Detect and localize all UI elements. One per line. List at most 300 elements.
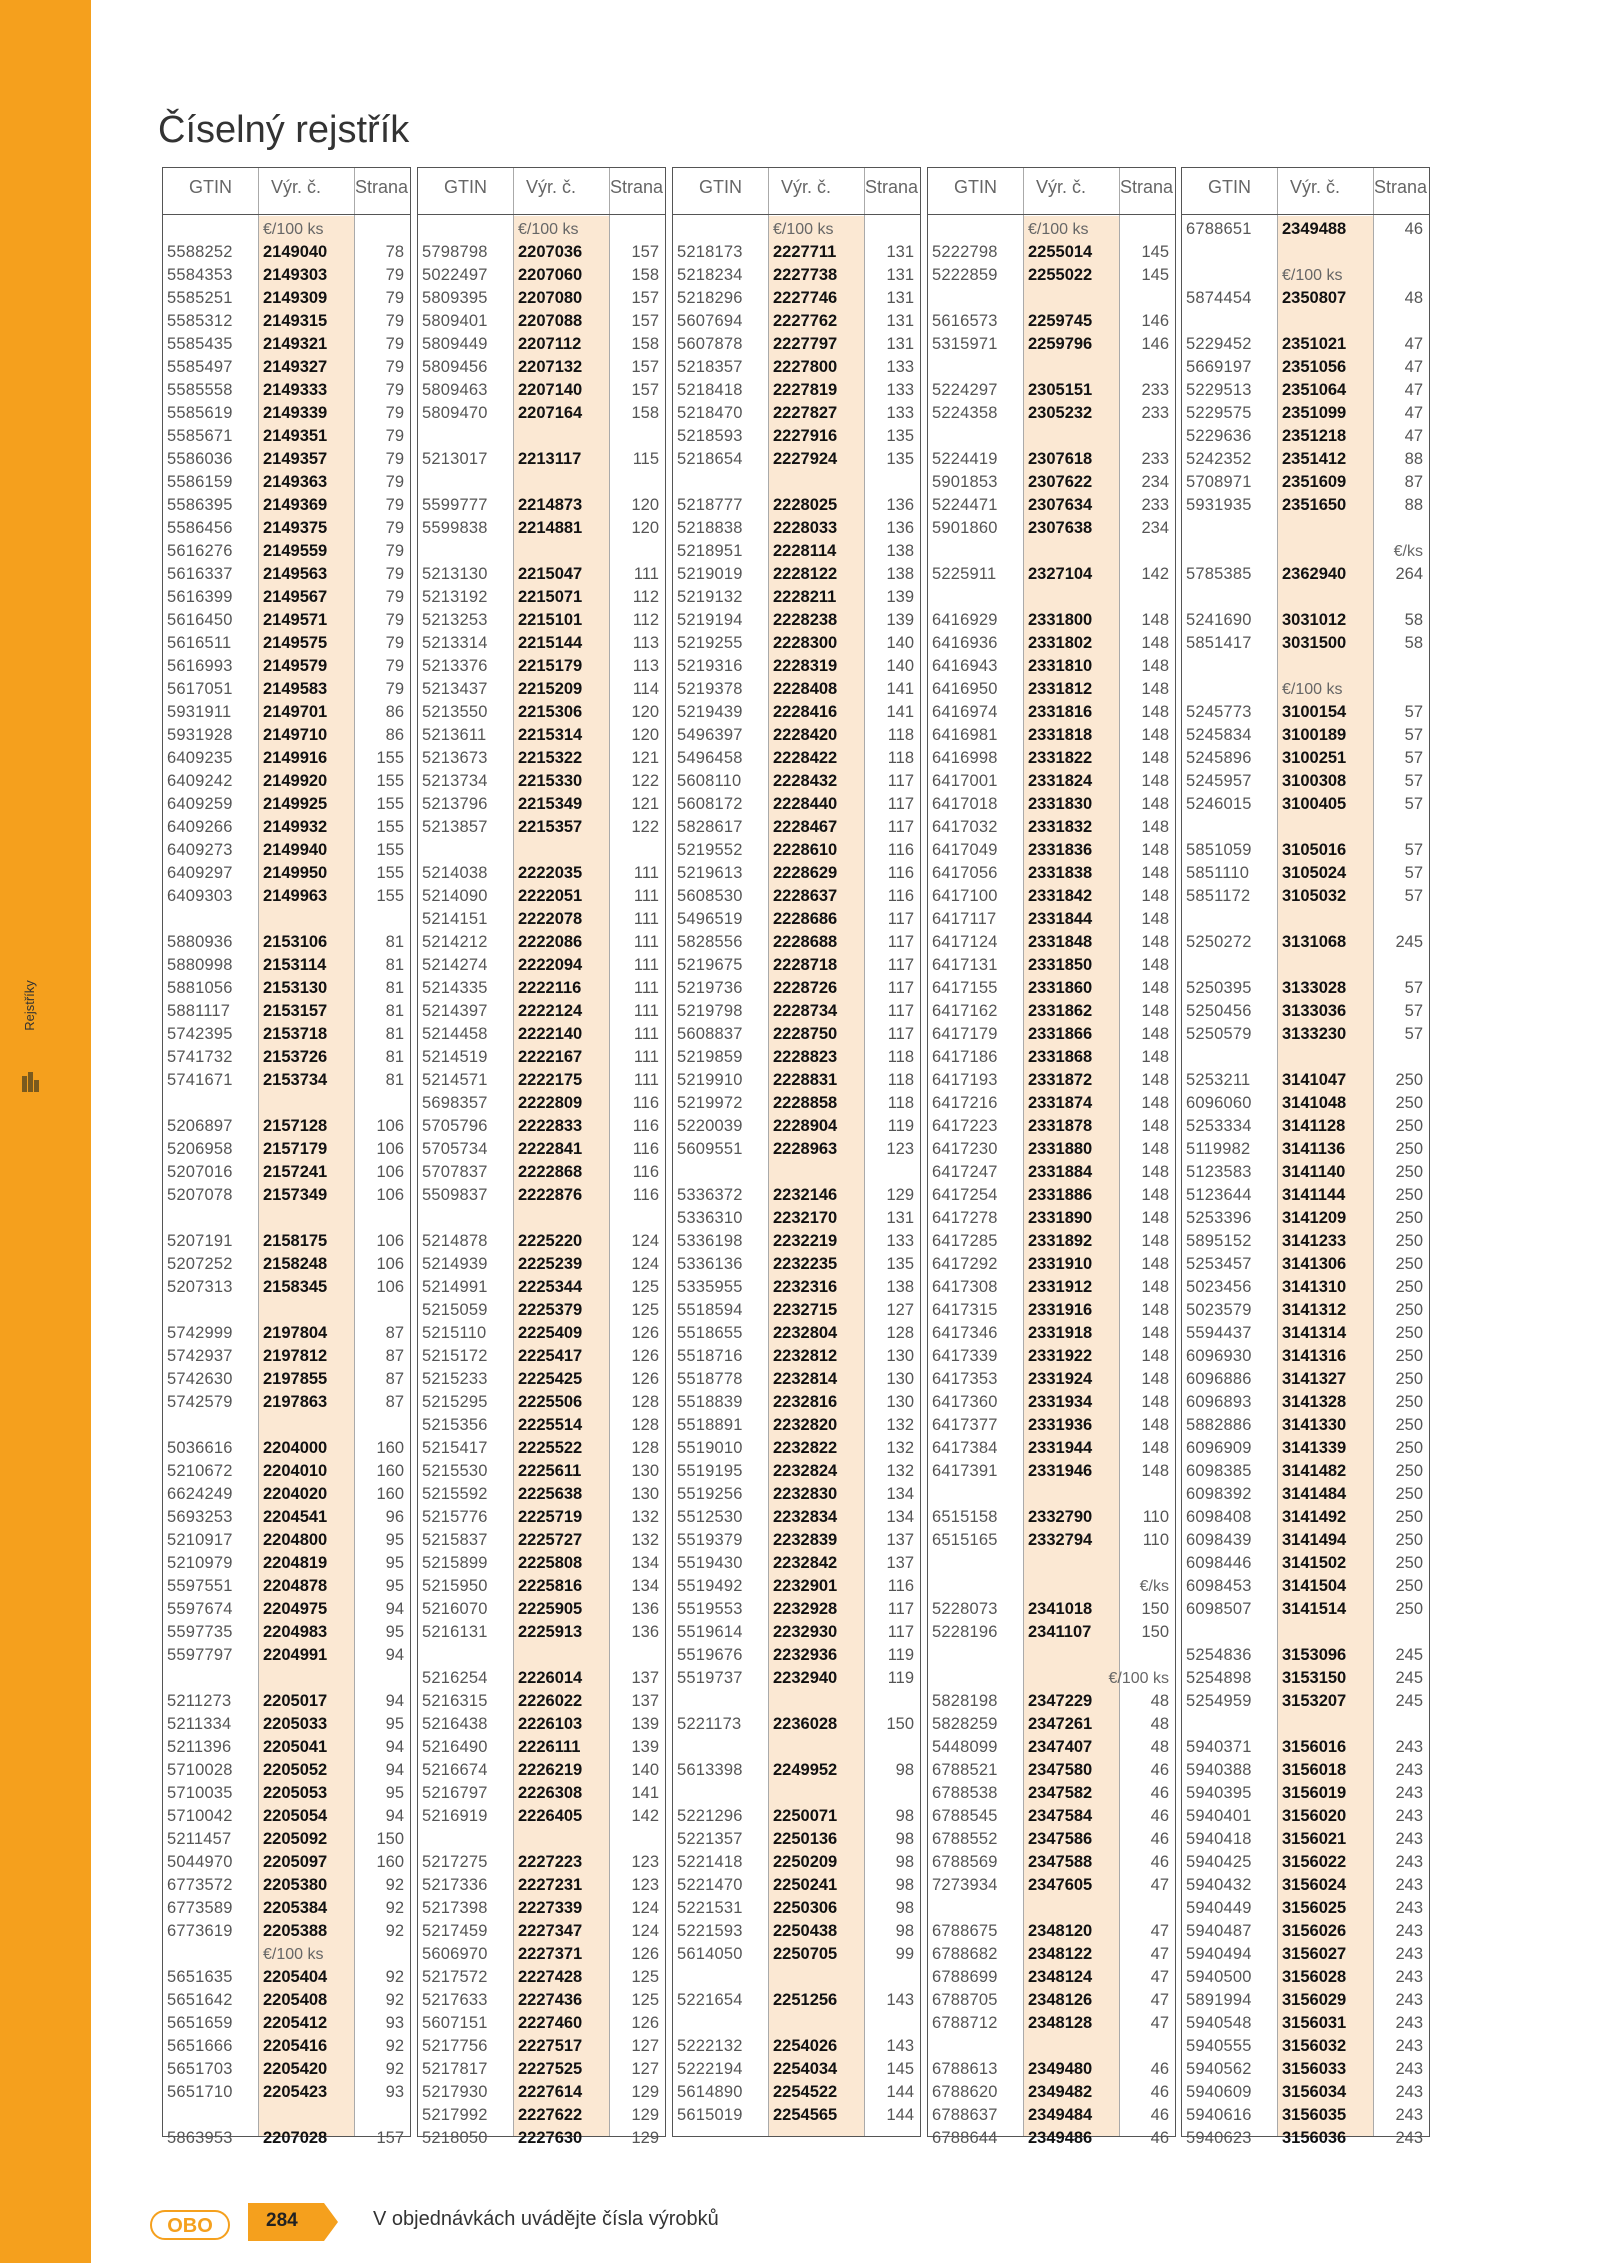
gtin-cell: 6417346 [932,1324,998,1342]
page-cell: 148 [1141,795,1169,813]
gtin-cell: 5213734 [422,772,488,790]
table-row [673,379,920,402]
gtin-cell: 5651710 [167,2083,233,2101]
table-row [928,1529,1175,1552]
page-cell: 116 [887,864,914,882]
product-number-cell: 2149327 [263,358,328,376]
product-number-cell: 3156021 [1282,1830,1347,1848]
gtin-cell: 5586395 [167,496,233,514]
product-number-cell: 2227622 [518,2106,583,2124]
product-number-cell: 2227738 [773,266,838,284]
page-cell: 117 [887,1600,914,1618]
table-row [673,1069,920,1092]
page-number: 284 [266,2210,298,2231]
table-row [928,977,1175,1000]
product-number-cell: 3156034 [1282,2083,1347,2101]
gtin-cell: 5901853 [932,473,998,491]
table-row [673,1391,920,1414]
row-gap [1182,908,1429,931]
gtin-cell: 5742630 [167,1370,233,1388]
product-number-cell: 2251256 [773,1991,838,2009]
table-row [163,1897,410,1920]
gtin-cell: 5213796 [422,795,488,813]
page-cell: 47 [1404,358,1423,376]
gtin-cell: 5798798 [422,243,488,261]
page-cell: 250 [1395,1255,1423,1273]
product-number-cell: 2226405 [518,1807,583,1825]
product-number-cell: 3141484 [1282,1485,1347,1503]
gtin-cell: 5215417 [422,1439,488,1457]
gtin-cell: 5597797 [167,1646,233,1664]
table-row [673,1184,920,1207]
gtin-cell: 5519737 [677,1669,743,1687]
product-number-cell: 2149559 [263,542,328,560]
page-cell: 79 [385,358,404,376]
product-number-cell: 2305151 [1028,381,1093,399]
gtin-cell: 5207252 [167,1255,233,1273]
product-number-cell: 2347261 [1028,1715,1093,1733]
page-cell: 243 [1395,1991,1423,2009]
table-row [673,287,920,310]
page-cell: 114 [632,680,659,698]
product-number-cell: 2149571 [263,611,328,629]
page-cell: 157 [631,312,659,330]
product-number-cell: 2215071 [518,588,583,606]
table-row [163,1460,410,1483]
gtin-cell: 5245773 [1186,703,1252,721]
table-row [1182,1690,1429,1713]
table-row [418,1736,665,1759]
gtin-cell: 5588252 [167,243,233,261]
page-cell: 117 [887,956,914,974]
page-cell: 136 [631,1600,659,1618]
gtin-cell: 6417186 [932,1048,998,1066]
product-number-cell: 2331936 [1028,1416,1093,1434]
table-row [163,471,410,494]
gtin-cell: 6788620 [932,2083,998,2101]
product-number-cell: 2228718 [773,956,838,974]
gtin-cell: 5651642 [167,1991,233,2009]
page-cell: 47 [1150,1922,1169,1940]
product-number-cell: 3141328 [1282,1393,1347,1411]
table-row [163,1184,410,1207]
product-number-cell: 2332790 [1028,1508,1093,1526]
gtin-cell: 5828198 [932,1692,998,1710]
product-number-cell: 2228831 [773,1071,838,1089]
table-row [1182,701,1429,724]
gtin-cell: 5651659 [167,2014,233,2032]
table-row [1182,1069,1429,1092]
product-number-cell: 2222078 [518,910,583,928]
page-cell: 79 [385,450,404,468]
page-cell: 81 [385,956,404,974]
product-number-cell: 2204983 [263,1623,328,1641]
page-cell: 155 [376,887,404,905]
table-row [418,1069,665,1092]
table-row [163,1161,410,1184]
gtin-cell: 6417315 [932,1301,998,1319]
table-row [1182,1000,1429,1023]
page-cell: 128 [631,1416,659,1434]
page-cell: 130 [886,1393,914,1411]
page-cell: 126 [631,1945,659,1963]
table-row [928,2104,1175,2127]
gtin-cell: 5496458 [677,749,743,767]
gtin-cell: 5940494 [1186,1945,1252,1963]
table-row [673,1874,920,1897]
page-cell: 116 [887,841,914,859]
gtin-cell: 5940449 [1186,1899,1252,1917]
table-row [928,609,1175,632]
page-cell: 46 [1150,1830,1169,1848]
gtin-cell: 5742999 [167,1324,233,1342]
page-cell: 79 [385,496,404,514]
product-number-cell: 3141128 [1282,1117,1346,1135]
product-number-cell: 2228420 [773,726,838,744]
page-cell: 155 [376,818,404,836]
page-cell: 131 [886,335,914,353]
gtin-cell: 5608837 [677,1025,743,1043]
product-number-cell: 3100189 [1282,726,1347,744]
table-row [418,1184,665,1207]
table-row [673,310,920,333]
table-row [163,1046,410,1069]
table-row [673,1805,920,1828]
page-cell: 250 [1395,1209,1423,1227]
page-cell: 133 [886,358,914,376]
page-cell: 148 [1141,772,1169,790]
table-row [673,1552,920,1575]
page-cell: 127 [631,2037,659,2055]
table-row [673,1046,920,1069]
page-cell: 250 [1395,1140,1423,1158]
gtin-cell: 5496519 [677,910,743,928]
product-number-cell: 2215144 [518,634,583,652]
product-number-cell: 2348128 [1028,2014,1093,2032]
page-cell: 119 [887,1117,914,1135]
table-row [163,678,410,701]
product-number-cell: 2327104 [1028,565,1093,583]
page-cell: 46 [1150,2129,1169,2147]
page-cell: 46 [1150,1853,1169,1871]
gtin-cell: 5518716 [677,1347,743,1365]
product-number-cell: 3100154 [1282,703,1347,721]
gtin-cell: 5851417 [1186,634,1252,652]
product-number-cell: 2228858 [773,1094,838,1112]
table-row [418,954,665,977]
gtin-cell: 5940425 [1186,1853,1252,1871]
gtin-cell: 5220039 [677,1117,743,1135]
product-number-cell: 3100308 [1282,772,1347,790]
table-row [163,563,410,586]
table-row [1182,1184,1429,1207]
table-row [673,1230,920,1253]
product-number-cell: 2207060 [518,266,583,284]
product-number-cell: 2232928 [773,1600,838,1618]
page-cell: 122 [631,772,659,790]
page-cell: 142 [631,1807,659,1825]
gtin-cell: 5616450 [167,611,233,629]
page-cell: 131 [886,289,914,307]
row-gap [163,1092,410,1115]
gtin-cell: 5216315 [422,1692,488,1710]
product-number-cell: 2149925 [263,795,328,813]
product-number-cell: 2214873 [518,496,583,514]
price-unit-label: €/100 ks [263,1946,324,1963]
row-gap [418,839,665,862]
page-cell: 58 [1404,634,1423,652]
gtin-cell: 5518594 [677,1301,743,1319]
gtin-cell: 6624249 [167,1485,233,1503]
gtin-cell: 6417001 [932,772,998,790]
table-row [673,1621,920,1644]
table-row [928,1184,1175,1207]
price-unit-heading [928,1575,1175,1598]
row-gap [928,1644,1175,1667]
table-row [418,1851,665,1874]
table-row [163,379,410,402]
gtin-cell: 6416981 [932,726,998,744]
gtin-cell: 5940388 [1186,1761,1252,1779]
page-cell: 79 [385,680,404,698]
table-row [1182,1161,1429,1184]
gtin-cell: 5608172 [677,795,743,813]
gtin-cell: 5586036 [167,450,233,468]
page-cell: 118 [887,1094,914,1112]
page-cell: 130 [886,1347,914,1365]
row-gap [163,1299,410,1322]
product-number-cell: 2149583 [263,680,328,698]
gtin-cell: 5250272 [1186,933,1252,951]
page-cell: 250 [1395,1232,1423,1250]
product-number-cell: 2341107 [1028,1623,1092,1641]
gtin-cell: 6417308 [932,1278,998,1296]
page-cell: 129 [631,2106,659,2124]
product-number-cell: 3156027 [1282,1945,1347,1963]
gtin-cell: 5742937 [167,1347,233,1365]
product-number-cell: 2207088 [518,312,583,330]
page-cell: 157 [631,358,659,376]
page-cell: 119 [887,1646,914,1664]
gtin-cell: 6098453 [1186,1577,1252,1595]
product-number-cell: 2307634 [1028,496,1093,514]
page-cell: 250 [1395,1554,1423,1572]
product-number-cell: 2225344 [518,1278,583,1296]
product-number-cell: 3141047 [1282,1071,1347,1089]
page-cell: 98 [895,1761,914,1779]
page-cell: 139 [886,611,914,629]
gtin-cell: 5119982 [1186,1140,1251,1158]
table-row [928,2081,1175,2104]
table-row [418,1437,665,1460]
gtin-cell: 6098507 [1186,1600,1252,1618]
product-number-cell: 2205380 [263,1876,328,1894]
gtin-cell: 5213314 [422,634,488,652]
gtin-cell: 5586159 [167,473,233,491]
table-row [673,1667,920,1690]
gtin-cell: 5218593 [677,427,743,445]
table-row [928,1069,1175,1092]
page-cell: 47 [1404,404,1423,422]
page-cell: 46 [1150,1761,1169,1779]
table-row [418,1138,665,1161]
gtin-cell: 6788705 [932,1991,998,2009]
product-number-cell: 2228432 [773,772,838,790]
page-cell: 81 [385,1025,404,1043]
row-gap [673,471,920,494]
product-number-cell: 2232822 [773,1439,838,1457]
table-row [1182,1253,1429,1276]
product-number-cell: 2228610 [773,841,838,859]
gtin-cell: 5614890 [677,2083,743,2101]
gtin-cell: 5616399 [167,588,233,606]
product-number-cell: 2331872 [1028,1071,1093,1089]
page-cell: 133 [886,404,914,422]
gtin-cell: 5940401 [1186,1807,1252,1825]
gtin-cell: 6096060 [1186,1094,1252,1112]
gtin-cell: 5707837 [422,1163,488,1181]
page-cell: 111 [633,933,659,951]
product-number-cell: 2222876 [518,1186,583,1204]
table-row [163,1138,410,1161]
gtin-cell: 5708971 [1186,473,1252,491]
product-number-cell: 2351609 [1282,473,1347,491]
table-row [1182,2058,1429,2081]
page-cell: 146 [1141,335,1169,353]
page-cell: 128 [631,1393,659,1411]
page-cell: 148 [1141,680,1169,698]
product-number-cell: 3156026 [1282,1922,1347,1940]
gtin-cell: 5518655 [677,1324,743,1342]
page-cell: 47 [1150,1945,1169,1963]
gtin-cell: 5215059 [422,1301,488,1319]
row-gap [418,1828,665,1851]
product-number-cell: 2227231 [518,1876,583,1894]
page-cell: 79 [385,519,404,537]
page-cell: 94 [385,1761,404,1779]
table-row [673,1713,920,1736]
product-number-cell: 2227630 [518,2129,583,2147]
page-cell: 86 [385,726,404,744]
gtin-cell: 5518891 [677,1416,743,1434]
product-number-cell: 2197855 [263,1370,328,1388]
table-row [418,1046,665,1069]
product-number-cell: 3131068 [1282,933,1347,951]
product-number-cell: 2205041 [263,1738,328,1756]
index-column [927,167,1176,2147]
table-row [163,356,410,379]
gtin-cell: 5023456 [1186,1278,1252,1296]
gtin-cell: 6409235 [167,749,233,767]
product-number-cell: 2232936 [773,1646,838,1664]
page-cell: 144 [886,2083,914,2101]
page-cell: 127 [886,1301,914,1319]
page-cell: 132 [886,1439,914,1457]
page-cell: 94 [385,1738,404,1756]
page-cell: 250 [1395,1370,1423,1388]
page-cell: 118 [887,749,914,767]
product-number-cell: 2222809 [518,1094,583,1112]
page-cell: 116 [632,1140,659,1158]
product-number-cell: 2228416 [773,703,838,721]
table-row [418,2012,665,2035]
page-cell: 136 [886,496,914,514]
product-number-cell: 2351064 [1282,381,1347,399]
gtin-cell: 5222859 [932,266,998,284]
gtin-cell: 5215592 [422,1485,488,1503]
product-number-cell: 2227800 [773,358,838,376]
gtin-cell: 5206958 [167,1140,233,1158]
page-cell: 139 [631,1715,659,1733]
page-cell: 137 [886,1554,914,1572]
column-header [673,168,920,214]
product-number-cell: 3153096 [1282,1646,1347,1664]
header-rule [673,214,920,215]
page-cell: 98 [895,1807,914,1825]
product-number-cell: 3031500 [1282,634,1347,652]
page-cell: 94 [385,1600,404,1618]
gtin-cell: 6098392 [1186,1485,1252,1503]
header-rule [928,214,1175,215]
table-row [418,2035,665,2058]
gtin-cell: 6417254 [932,1186,998,1204]
product-number-cell: 2149339 [263,404,328,422]
table-row [928,1805,1175,1828]
page-cell: 129 [886,1186,914,1204]
gtin-cell: 5940555 [1186,2037,1252,2055]
gtin-cell: 5221418 [677,1853,743,1871]
table-row [163,1805,410,1828]
gtin-cell: 5221296 [677,1807,743,1825]
table-row [673,1759,920,1782]
page-cell: 245 [1395,933,1423,951]
page-cell: 48 [1150,1692,1169,1710]
gtin-cell: 5851110 [1186,864,1250,882]
page-cell: 243 [1395,2106,1423,2124]
page-cell: 132 [631,1531,659,1549]
table-row [673,1943,920,1966]
gtin-cell: 6417377 [932,1416,998,1434]
page-cell: 250 [1395,1462,1423,1480]
page-cell: 46 [1150,1807,1169,1825]
table-row [163,1759,410,1782]
row-gap [928,287,1175,310]
product-number-cell: 3141144 [1282,1186,1346,1204]
product-number-cell: 2228686 [773,910,838,928]
page-cell: 126 [631,2014,659,2032]
page-cell: 87 [385,1393,404,1411]
gtin-cell: 6417018 [932,795,998,813]
product-number-cell: 3156016 [1282,1738,1347,1756]
table-row [418,1322,665,1345]
page-cell: 125 [631,1301,659,1319]
page-cell: 88 [1404,496,1423,514]
index-column [162,167,411,2147]
table-row [163,770,410,793]
product-number-cell: 2227428 [518,1968,583,1986]
page-cell: 264 [1395,565,1423,583]
side-accent-bar [0,0,91,2263]
gtin-cell: 5219378 [677,680,743,698]
gtin-cell: 5693253 [167,1508,233,1526]
price-unit-label: €/100 ks [1282,267,1343,284]
table-row [163,517,410,540]
product-number-cell: 3133230 [1282,1025,1347,1043]
product-number-cell: 2347584 [1028,1807,1093,1825]
gtin-cell: 5597551 [167,1577,233,1595]
product-number-cell: 2149333 [263,381,328,399]
row-gap [673,1736,920,1759]
